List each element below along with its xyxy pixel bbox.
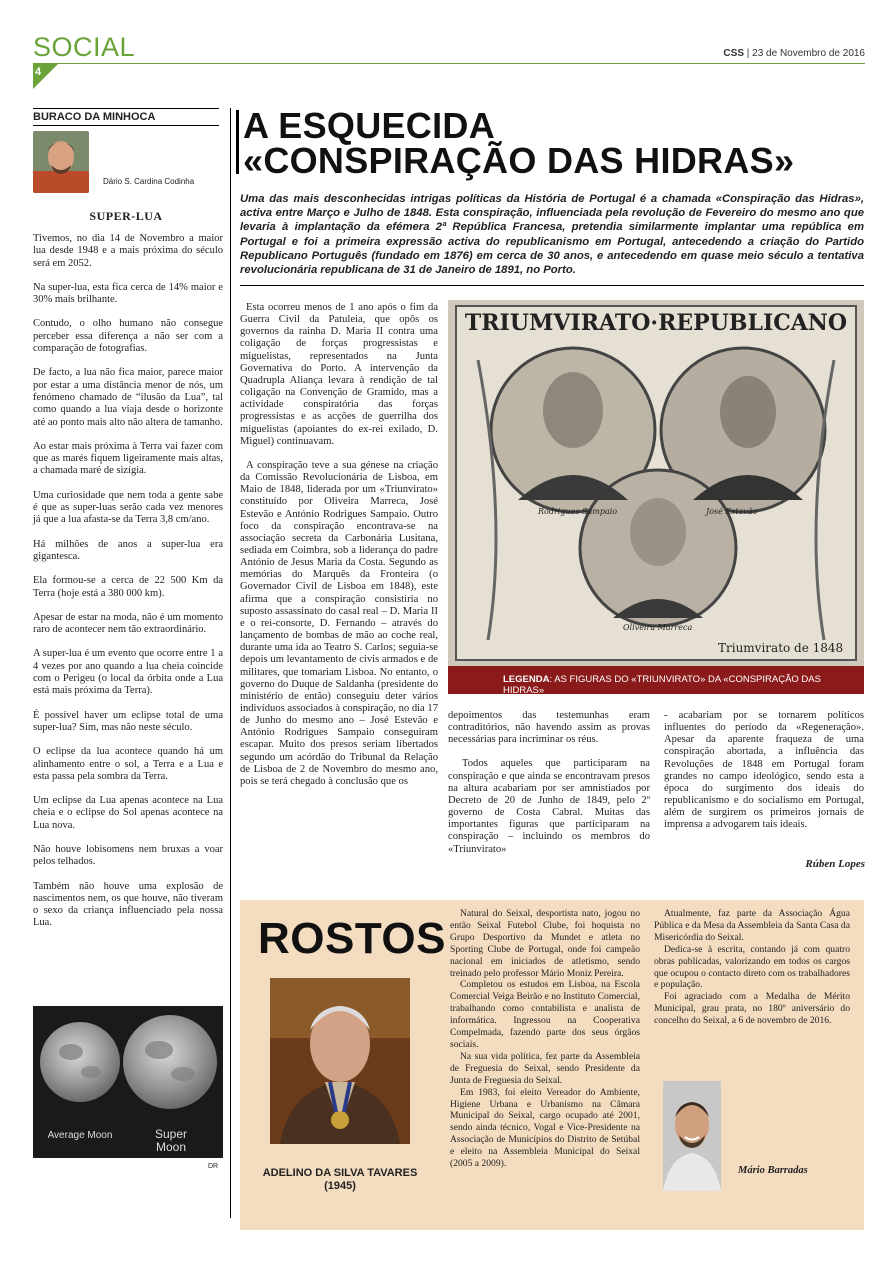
paragraph: Um eclipse da Lua apenas acontece na Lua cheia e o eclipse do Sol apenas acontece na Lua nova. [33, 795, 223, 831]
article-column-2 [448, 710, 650, 868]
moon-comparison-image [33, 1006, 223, 1158]
column-rule [33, 108, 219, 109]
rostos-portrait [270, 978, 410, 1144]
moon-label-average: Average Moon [47, 1130, 113, 1141]
paragraph: Apesar de estar na moda, não é um momento raro de acontecer nem tão extraordinário. [33, 611, 223, 636]
rostos-name-line2: (1945) [324, 1180, 356, 1192]
paragraph: Ao estar mais próxima à Terra vai fazer com que as marés fiquem ligeiramente mais altas, a chamada maré de sizígia. [33, 440, 223, 477]
article-lead: Uma das mais desconhecidas intrigas políticas da História de Portugal é a chamada «Conspiração das Hidras», activa entre Março e Julho de 1848. Esta conspiração, influenciada pela revolução de Fevereiro do mesmo ano que levaria à implantação da efémera 2ª República Francesa, pretendia similarmente implantar uma república em Portugal e foi a primeira expressão activa do republicanismo em Portugal, antecedendo a criação do Partido Republicano Português (fundado em 1876) em cerca de 30 anos, e antecedendo em quase meio século a tentativa revolucionária republicana de 31 de Janeiro de 1891, no Porto. [240, 193, 864, 277]
paragraph: Atualmente, faz parte da Associação Água Pública e da Mesa da Assembleia da Santa Casa da Misericórdia do Seixal. [654, 908, 850, 943]
photo-name-sampaio: Rodrigues Sampaio [538, 507, 618, 516]
header-rule [33, 63, 865, 64]
column-title: SUPER-LUA [89, 209, 163, 223]
column-divider [230, 108, 231, 1218]
article-column-3: - acabariam por se tornarem políticos influentes do período da «Regeneração». Apesar da aparente fraqueza de uma conspiração abortada, a influência das Revoluções de 1848 em Portugal foram grandes no campo ideológico, sendo esta a época do surgimento dos ideais do republicanismo e do socialismo em Portugal, além de surgirem os primeiros jornais de imprensa a advogarem tais ideais. [664, 710, 864, 831]
photo-legend [448, 666, 864, 694]
moon-label-super: Super Moon [154, 1127, 188, 1154]
paragraph: Tivemos, no dia 14 de Novembro a maior lua desde 1948 e a mais próxima do século será em 2052. [33, 233, 223, 269]
paragraph: A super-lua é um evento que ocorre entre 1 a 4 vezes por ano quando a lua cheia coincide com o Perigeu (o local da órbita onde a Lua está mais próxima da Terra). [33, 648, 223, 697]
paragraph: Uma curiosidade que nem toda a gente sabe é que as super-luas serão cada vez menores já que a lua afasta-se da Terra 3,8 cm/ano. [33, 489, 223, 526]
photo-name-estevao: José Estevão [706, 507, 758, 516]
paragraph: Não houve lobisomens nem bruxas a voar pelos telhados. [33, 843, 223, 868]
section-title: SOCIAL [33, 32, 136, 62]
legend-label: LEGENDA [503, 674, 550, 685]
paragraph: Na super-lua, esta fica cerca de 14% maior e 30% mais brilhante. [33, 281, 223, 306]
photo-credit: DR [208, 1163, 219, 1170]
photo-name-marreca: Oliveira Marreca [623, 623, 693, 632]
article-title-line1: A ESQUECIDA [243, 105, 495, 146]
paragraph: Completou os estudos em Lisboa, na Escola Comercial Veiga Beirão e no Instituto Comercial, trabalhando como contabilista e analista de informática. Ingressou na Cooperativa Compelmada, fazendo parte dos seus órgãos sociais. [450, 979, 640, 1050]
rostos-name [250, 1167, 430, 1193]
photo-caption-year: Triumvirato de 1848 [718, 641, 844, 655]
author-photo [33, 131, 89, 193]
author-name: Dário S. Cardina Codinha [103, 177, 195, 186]
triumvirato-photo [448, 300, 864, 666]
author-portrait [663, 1081, 721, 1191]
lead-rule [240, 285, 864, 286]
paragraph: Também não houve uma explosão de nascimentos nem, os que houve, não tiveram o sexo da criança influenciado pela nossa Lua. [33, 880, 223, 929]
photo-banner: TRIUMVIRATO·REPUBLICANO [464, 310, 848, 336]
paragraph: Esta ocorreu menos de 1 ano após o fim da Guerra Civil da Patuleia, que opôs os governos da rainha D. Maria II contra uma coligação de forças progressistas e miguelistas, representados na Junta Governativa do Porto. A intervenção da Quadrupla Aliança levara à rendição de tal coligação na Convenção de Gramido, mas a actividade conspiratória das forças progressistas e as acções de guerrilha dos miguelistas (apoiantes do ex-rei exilado, D. Miguel) continuavam. [240, 302, 438, 447]
paragraph: O eclipse da lua acontece quando há um alinhamento entre o sol, a Terra e a Lua e esta passa pela sombra da Terra. [33, 746, 223, 782]
paragraph: Natural do Seixal, desportista nato, jogou no então Seixal Futebol Clube, foi hoquista no Grupo Desportivo da Mundet e atleta no Sporting Clube de Portugal, onde foi campeão nacional em iniciados de atletismo, sendo treinado pelo professor Mário Moniz Pereira. [450, 908, 640, 979]
legend-text: : AS FIGURAS DO «TRIUNVIRATO» DA «CONSPIRAÇÃO DAS HIDRAS» [503, 674, 821, 696]
paragraph: Todos aqueles que participaram na conspiração e que ainda se encontravam presos na altura acabariam por ser amnistiados por Decreto de 20 de Junho de 1849, pelo 2º governo de Costa Cabral. Muitas das importantes figuras que participaram na conspiração – incluindo os membros do «Triunvirato» [448, 758, 650, 855]
article-title [243, 105, 795, 181]
paragraph: Contudo, o olho humano não consegue perceber essa diferença a não ser com a comparação de fotografias. [33, 318, 223, 355]
column-rule [33, 125, 219, 126]
paragraph: Há milhões de anos a super-lua era gigantesca. [33, 538, 223, 562]
paragraph: depoimentos das testemunhas eram contraditórios, não havendo assim as provas necessárias para incriminar os réus. [448, 710, 650, 746]
paragraph: A conspiração teve a sua génese na criação da Comissão Revolucionária de Lisboa, em Maio de 1848, liderada por um «Triunvirato» constituído por Oliveira Marreca, José Estevão e António Rodrigues Sampaio. Outro foco da conspiração encontrava-se na associação secreta da Carbonária Lusitana, sediada em Coimbra, sob a liderança do padre António de Jesus Maria da Costa. Segundo as memórias do Marquês da Fronteira (o Governador Civil de Lisboa em 1848), este afirma que a conspiração consistiria no suposto assassinato do casal real – D. Maria II e o rei-consorte, D. Fernando – através do lançamento de bombas de mão ao coche real, durante uma ida ao Teatro S. Carlos; seguia-se depois um levantamento de civis armados e de militares, que tomariam Lisboa. No entanto, o governo do Duque de Saldanha (presidente do ministério de então) conseguiu deter vários indivíduos associados à conspiração, no dia 17 de Junho do mesmo ano – José Estevão e António Rodrigues Sampaio conseguiram escapar. Muito dos presos seriam libertados segundo um acórdão do Tribunal da Relação de Lisboa de 2 de Novembro do mesmo ano, pois se terá chegado à conclusão que os [240, 459, 439, 787]
publication-name: CSS [723, 48, 744, 59]
rostos-name-line1: ADELINO DA SILVA TAVARES [262, 1167, 418, 1179]
column-name: BURACO DA MINHOCA [33, 111, 156, 123]
article-signature: Rúben Lopes [805, 858, 865, 870]
paragraph: É possível haver um eclipse total de uma super-lua? Sim, mas não neste século. [33, 709, 223, 733]
publication-date: | 23 de Novembro de 2016 [746, 48, 865, 59]
paragraph: Na sua vida política, fez parte da Assembleia de Freguesia do Seixal, sendo Presidente da Junta de Freguesia do Seixal. [450, 1050, 640, 1086]
paragraph: Ela formou-se a cerca de 22 500 Km da Terra (hoje está a 380 000 km). [33, 575, 223, 599]
paragraph: De facto, a lua não fica maior, parece maior por estar a uma distância menor de nós, um fenómeno chamado de “ilusão da Lua”, tal como quando a lua viaja desde o horizonte até ao ponto mais alto não altera de tamanho. [33, 367, 223, 428]
paragraph: Em 1983, foi eleito Vereador do Ambiente, Higiene Urbana e Urbanismo na Câmara Municipal do Seixal, cargo ocupado até 2001, sendo ainda técnico, Vogal e Vice-Presidente na Associação de Municípios do Distrito de Setúbal e eleito na Assembleia Municipal do Seixal (2005 a 2009). [450, 1086, 640, 1170]
column-body [33, 233, 223, 942]
rostos-author: Mário Barradas [738, 1165, 808, 1176]
rostos-column-1 [450, 908, 640, 1170]
page-number: 4 [35, 66, 42, 78]
article-column-1 [240, 302, 438, 800]
article-title-line2: «CONSPIRAÇÃO DAS HIDRAS» [243, 140, 795, 181]
paragraph: Foi agraciado com a Medalha de Mérito Municipal, grau prata, no 180º aniversário do concelho do Seixal, a 6 de novembro de 2016. [654, 991, 850, 1027]
rostos-title: ROSTOS [258, 914, 447, 963]
title-bar [236, 110, 239, 174]
paragraph: Dedica-se à escrita, contando já com quatro obras publicadas, valorizando em todos os cargos que ocupou o contacto direto com os trabalhadores e população. [654, 943, 850, 991]
rostos-column-2 [654, 908, 850, 1027]
header-publication [723, 48, 865, 59]
